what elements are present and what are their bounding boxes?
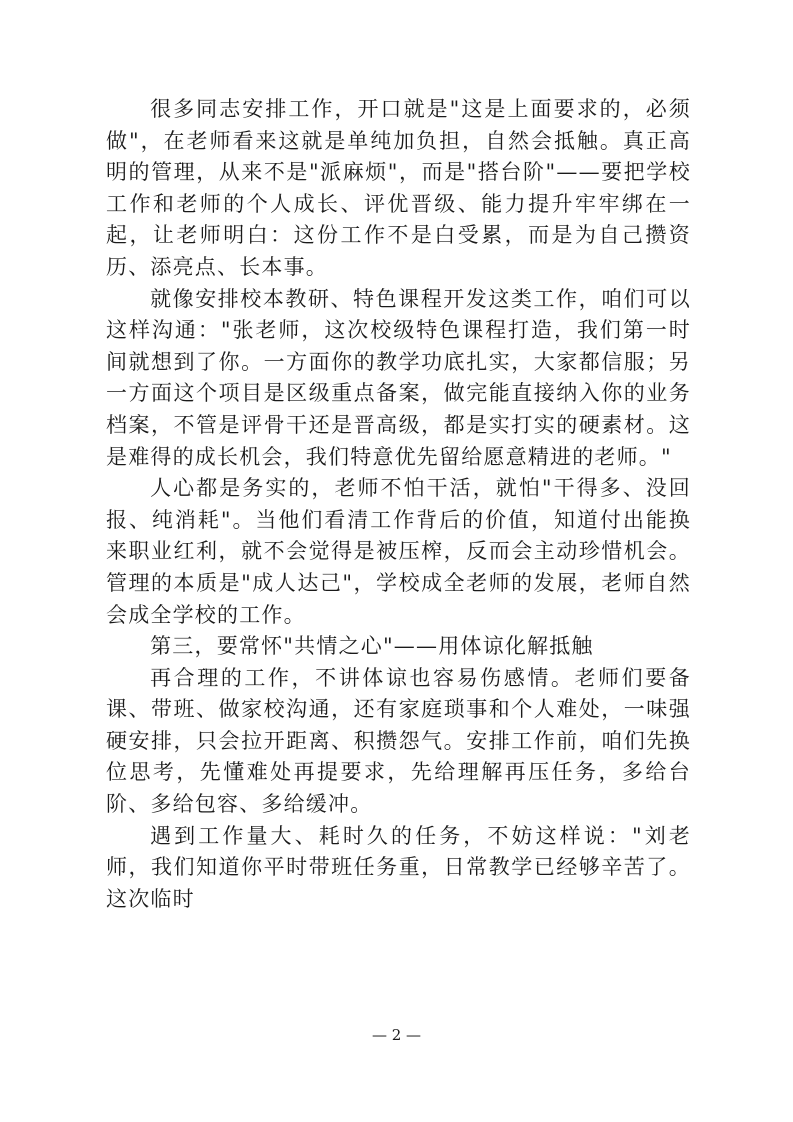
document-body <box>106 94 691 915</box>
paragraph: 很多同志安排工作，开口就是"这是上面要求的，必须做"，在老师看来这就是单纯加负担，自然会抵触。真正高明的管理，从来不是"派麻烦"，而是"搭台阶"——要把学校工作和老师的个人成长、评优晋级、能力提升牢牢绑在一起，让老师明白：这份工作不是白受累，而是为自己攒资历、添亮点、长本事。 <box>106 97 691 279</box>
paragraph: 人心都是务实的，老师不怕干活，就怕"干得多、没回报、纯消耗"。当他们看清工作背后的价值，知道付出能换来职业红利，就不会觉得是被压榨，反而会主动珍惜机会。管理的本质是"成人达己"，学校成全老师的发展，老师自然会成全学校的工作。 <box>106 476 691 627</box>
paragraph: 就像安排校本教研、特色课程开发这类工作，咱们可以这样沟通："张老师，这次校级特色课程打造，我们第一时间就想到了你。一方面你的教学功底扎实，大家都信服；另一方面这个项目是区级重点备案，做完能直接纳入你的业务档案，不管是评骨干还是晋高级，都是实打实的硬素材。这是难得的成长机会，我们特意优先留给愿意精进的老师。" <box>106 286 691 469</box>
section-heading: 第三，要常怀"共情之心"——用体谅化解抵触 <box>150 634 594 659</box>
paragraph: 再合理的工作，不讲体谅也容易伤感情。老师们要备课、带班、做家校沟通，还有家庭琐事和个人难处，一味强硬安排，只会拉开距离、积攒怨气。安排工作前，咱们先换位思考，先懂难处再提要求，先给理解再压任务，多给台阶、多给包容、多给缓冲。 <box>106 665 691 817</box>
page-number: — 2 — <box>371 1026 422 1044</box>
paragraph: 遇到工作量大、耗时久的任务，不妨这样说："刘老师，我们知道你平时带班任务重，日常教学已经够辛苦了。这次临时 <box>106 823 691 911</box>
